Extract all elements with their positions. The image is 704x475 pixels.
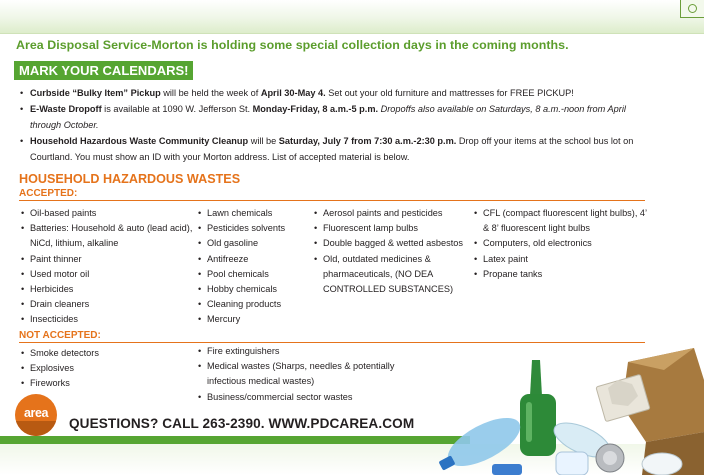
list-item: • Smoke detectors bbox=[20, 346, 190, 361]
calendar-banner: MARK YOUR CALENDARS! bbox=[14, 61, 193, 80]
bottle-highlight bbox=[526, 402, 532, 442]
top-band bbox=[0, 0, 704, 34]
corner-badge-icon bbox=[680, 0, 704, 18]
event-item-bulky bbox=[18, 85, 658, 101]
blue-can bbox=[492, 464, 522, 475]
event-note: Dropoffs also available on Saturdays, 8 a.m.-noon from April through October. bbox=[30, 104, 626, 130]
accepted-column bbox=[313, 206, 471, 297]
list-item: • Fluorescent lamp bulbs bbox=[313, 221, 471, 236]
list-item: • Oil-based paints bbox=[20, 206, 198, 221]
list-item: • Antifreeze bbox=[197, 252, 315, 267]
area-logo bbox=[15, 394, 57, 436]
not-accepted-column bbox=[20, 346, 190, 392]
event-date: Monday-Friday, 8 a.m.-5 p.m. bbox=[252, 104, 379, 114]
list-item: • Business/commercial sector wastes bbox=[197, 390, 433, 405]
event-text: Drop off your items at the school bus lot on Courtland. You must show an ID with your Morton address. List of accepted material is below. bbox=[30, 136, 634, 162]
list-item: • Hobby chemicals bbox=[197, 282, 315, 297]
list-item: • Herbicides bbox=[20, 282, 198, 297]
accepted-divider bbox=[19, 200, 645, 201]
list-item: • Latex paint bbox=[473, 252, 655, 267]
not-accepted-column bbox=[197, 344, 433, 405]
top-band-divider bbox=[0, 33, 704, 34]
list-item: • Pesticides solvents bbox=[197, 221, 315, 236]
list-item: • Medical wastes (Sharps, needles & potentially infectious medical wastes) bbox=[197, 359, 433, 389]
list-item: • Insecticides bbox=[20, 312, 198, 327]
green-bottle-body bbox=[520, 394, 556, 456]
event-item-hazardous bbox=[18, 133, 658, 165]
list-item: • Mercury bbox=[197, 312, 315, 327]
green-bottle-neck bbox=[530, 360, 542, 396]
event-date: April 30-May 4. bbox=[260, 88, 326, 98]
list-item: • Drain cleaners bbox=[20, 297, 198, 312]
list-item: • Old gasoline bbox=[197, 236, 315, 251]
event-date: Saturday, July 7 from 7:30 a.m.-2:30 p.m. bbox=[278, 136, 457, 146]
hazardous-wastes-title: HOUSEHOLD HAZARDOUS WASTES bbox=[19, 172, 241, 186]
list-item: • Computers, old electronics bbox=[473, 236, 655, 251]
list-item: • Lawn chemicals bbox=[197, 206, 315, 221]
headline: Area Disposal Service-Morton is holding some special collection days in the coming months. bbox=[16, 38, 569, 52]
list-item: • Cleaning products bbox=[197, 297, 315, 312]
list-item: • Batteries: Household & auto (lead acid), NiCd, lithium, alkaline bbox=[20, 221, 198, 251]
list-item: • CFL (compact fluorescent light bulbs), 4’ & 8’ fluorescent light bulbs bbox=[473, 206, 655, 236]
list-item: • Pool chemicals bbox=[197, 267, 315, 282]
event-title: Curbside “Bulky Item” Pickup bbox=[30, 88, 161, 98]
list-item: • Propane tanks bbox=[473, 267, 655, 282]
clear-jar bbox=[642, 453, 682, 475]
list-item: • Aerosol paints and pesticides bbox=[313, 206, 471, 221]
event-text: will be held the week of bbox=[160, 88, 261, 98]
list-item: • Paint thinner bbox=[20, 252, 198, 267]
list-item: • Fire extinguishers bbox=[197, 344, 433, 359]
event-title: E-Waste Dropoff bbox=[30, 104, 102, 114]
list-item: • Old, outdated medicines & pharmaceuticals, (NO DEA CONTROLLED SUBSTANCES) bbox=[313, 252, 471, 298]
footer-green-bar bbox=[0, 436, 470, 444]
accepted-label: ACCEPTED: bbox=[19, 188, 78, 199]
list-item: • Explosives bbox=[20, 361, 190, 376]
list-item: • Double bagged & wetted asbestos bbox=[313, 236, 471, 251]
aluminum-can-top bbox=[603, 451, 617, 465]
not-accepted-label: NOT ACCEPTED: bbox=[19, 330, 101, 341]
event-item-ewaste bbox=[18, 101, 658, 133]
event-list bbox=[18, 85, 658, 165]
area-logo-text: area bbox=[23, 406, 49, 420]
event-text: will be bbox=[248, 136, 279, 146]
accepted-column bbox=[20, 206, 198, 328]
plastic-jug bbox=[556, 452, 588, 475]
event-text: is available at 1090 W. Jefferson St. bbox=[101, 104, 253, 114]
list-item: • Fireworks bbox=[20, 376, 190, 391]
recyclables-illustration bbox=[432, 340, 704, 475]
contact-line: QUESTIONS? CALL 263-2390. WWW.PDCAREA.COM bbox=[69, 416, 415, 431]
list-item: • Used motor oil bbox=[20, 267, 198, 282]
event-text: Set out your old furniture and mattresses for FREE PICKUP! bbox=[325, 88, 574, 98]
accepted-column bbox=[197, 206, 315, 328]
accepted-column bbox=[473, 206, 655, 282]
event-title: Household Hazardous Waste Community Cleanup bbox=[30, 136, 249, 146]
